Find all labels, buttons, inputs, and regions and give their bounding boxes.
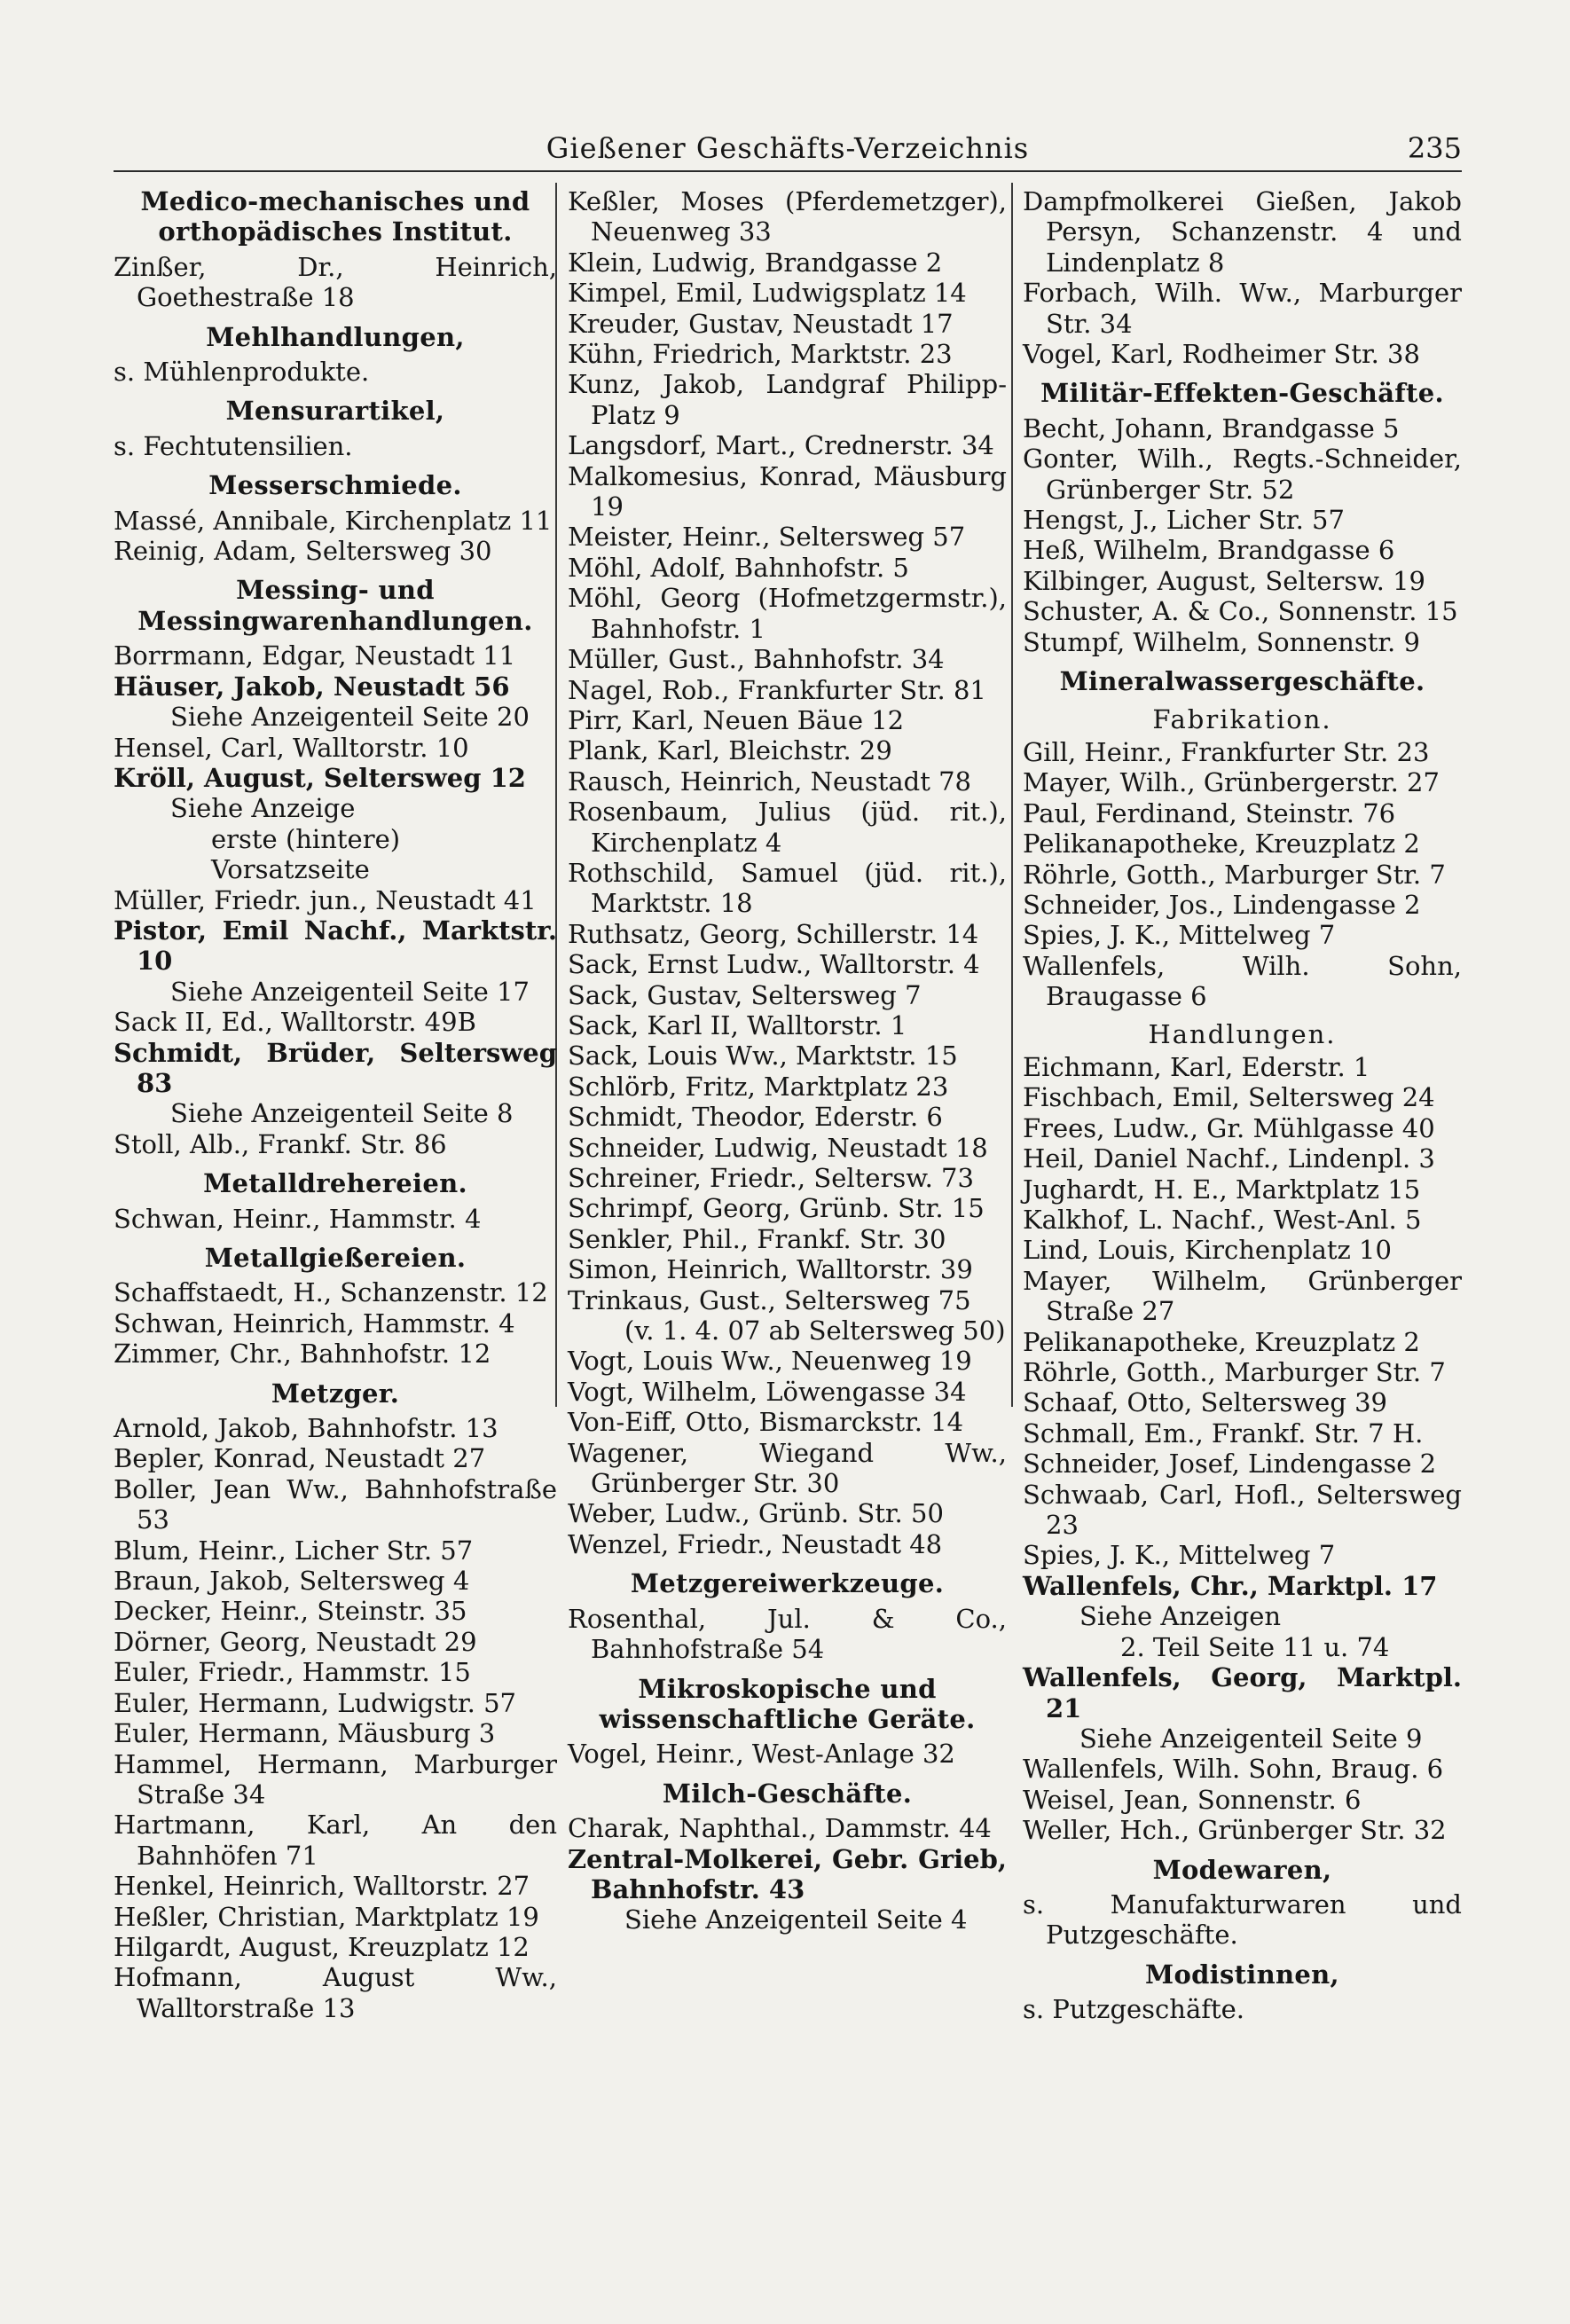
directory-entry: Trinkaus, Gust., Seltersweg 75: [568, 1284, 971, 1315]
section-heading: Medico-mechanisches und orthopädisches Institut.: [140, 186, 530, 247]
directory-entry-bold: Schmidt, Brüder, Seltersweg 83: [114, 1037, 557, 1098]
directory-entry: Kunz, Jakob, Landgraf Philipp-Platz 9: [568, 369, 1007, 430]
section-heading: Militär-Effekten-Geschäfte.: [1040, 378, 1444, 409]
directory-entry: Blum, Heinr., Licher Str. 57: [114, 1535, 474, 1566]
column-left: [114, 186, 557, 2023]
column-divider: [1011, 183, 1013, 1407]
directory-entry: Heß, Wilhelm, Brandgasse 6: [1023, 535, 1395, 566]
directory-entry: Schlörb, Fritz, Marktplatz 23: [568, 1071, 949, 1102]
directory-entry: Vogel, Karl, Rodheimer Str. 38: [1023, 339, 1420, 370]
directory-entry: Pelikanapotheke, Kreuzplatz 2: [1023, 828, 1420, 860]
directory-entry: Senkler, Phil., Frankf. Str. 30: [568, 1223, 946, 1254]
directory-entry: Vogel, Heinr., West-Anlage 32: [568, 1739, 955, 1770]
directory-entry: Kreuder, Gustav, Neustadt 17: [568, 308, 954, 339]
section-heading: Milch-Geschäfte.: [662, 1778, 913, 1809]
column-right: [1023, 186, 1462, 2025]
directory-entry-bold: Wallenfels, Chr., Marktpl. 17: [1023, 1570, 1438, 1601]
directory-entry: Sack, Ernst Ludw., Walltorstr. 4: [568, 949, 980, 980]
directory-entry: Forbach, Wilh. Ww., Marburger Str. 34: [1023, 278, 1462, 339]
directory-entry: Malkomesius, Konrad, Mäusburg 19: [568, 460, 1007, 522]
directory-entry: Kühn, Friedrich, Marktstr. 23: [568, 339, 953, 370]
directory-entry: Arnold, Jakob, Bahnhofstr. 13: [114, 1413, 498, 1444]
directory-entry: Sack, Karl II, Walltorstr. 1: [568, 1009, 907, 1040]
directory-entry: Ruthsatz, Georg, Schillerstr. 14: [568, 918, 979, 949]
directory-entry: Langsdorf, Mart., Crednerstr. 34: [568, 430, 994, 461]
directory-entry: Schmall, Em., Frankf. Str. 7 H.: [1023, 1417, 1424, 1449]
directory-entry: Von-Eiff, Otto, Bismarckstr. 14: [568, 1407, 964, 1438]
page-title: Gießener Geschäfts-Verzeichnis: [546, 131, 1030, 165]
directory-entry: Mayer, Wilh., Grünbergerstr. 27: [1023, 767, 1440, 798]
entry-note: Siehe Anzeigenteil Seite 17: [170, 976, 530, 1007]
directory-entry: Euler, Hermann, Ludwigstr. 57: [114, 1687, 517, 1718]
directory-entry: Jughardt, H. E., Marktplatz 15: [1023, 1174, 1421, 1205]
directory-entry: s. Putzgeschäfte.: [1023, 1994, 1245, 2025]
directory-entry-bold: Pistor, Emil Nachf., Marktstr. 10: [114, 915, 557, 977]
entry-note: Siehe Anzeige: [170, 793, 356, 824]
directory-entry: Schwan, Heinr., Hammstr. 4: [114, 1203, 482, 1234]
directory-entry: Hofmann, August Ww., Walltorstraße 13: [114, 1962, 557, 2023]
directory-entry: Pirr, Karl, Neuen Bäue 12: [568, 704, 905, 735]
directory-entry: Bepler, Konrad, Neustadt 27: [114, 1443, 486, 1474]
directory-entry: Hartmann, Karl, An den Bahnhöfen 71: [114, 1810, 557, 1871]
directory-entry: Zinßer, Dr., Heinrich, Goethestraße 18: [114, 251, 557, 313]
directory-entry: Spies, J. K., Mittelweg 7: [1023, 920, 1336, 951]
section-heading: Mikroskopische und wissenschaftliche Geräte.: [599, 1673, 976, 1734]
page-number: 235: [1407, 131, 1462, 165]
directory-entry: Rosenbaum, Julius (jüd. rit.), Kirchenplatz 4: [568, 797, 1007, 858]
directory-entry: Keßler, Moses (Pferdemetzger), Neuenweg 33: [568, 186, 1007, 247]
directory-entry: Schuster, A. & Co., Sonnenstr. 15: [1023, 596, 1458, 627]
directory-entry: Weller, Hch., Grünberger Str. 32: [1023, 1815, 1447, 1846]
directory-entry: Wenzel, Friedr., Neustadt 48: [568, 1528, 943, 1559]
section-heading: Mensurartikel,: [225, 396, 445, 427]
section-heading: Messerschmiede.: [208, 470, 462, 501]
directory-entry: Fischbach, Emil, Seltersweg 24: [1023, 1082, 1435, 1113]
running-head: [114, 131, 1462, 172]
directory-entry: Dörner, Georg, Neustadt 29: [114, 1626, 477, 1657]
directory-entry: Heil, Daniel Nachf., Lindenpl. 3: [1023, 1143, 1435, 1174]
entry-note: Siehe Anzeigenteil Seite 8: [170, 1098, 514, 1129]
entry-note: (v. 1. 4. 07 ab Seltersweg 50): [624, 1315, 1006, 1347]
directory-entry: Wallenfels, Wilh. Sohn, Braug. 6: [1023, 1754, 1444, 1785]
directory-entry: Schwaab, Carl, Hofl., Seltersweg 23: [1023, 1479, 1462, 1541]
directory-entry: Stumpf, Wilhelm, Sonnenstr. 9: [1023, 626, 1420, 657]
directory-entry: Rothschild, Samuel (jüd. rit.), Marktstr. 18: [568, 857, 1007, 919]
directory-entry: Müller, Gust., Bahnhofstr. 34: [568, 644, 945, 675]
directory-entry: Boller, Jean Ww., Bahnhofstraße 53: [114, 1473, 557, 1535]
directory-entry: Reinig, Adam, Seltersweg 30: [114, 536, 492, 567]
directory-entry: Euler, Hermann, Mäusburg 3: [114, 1718, 496, 1749]
section-heading: Mehlhandlungen,: [206, 321, 465, 352]
directory-entry: Stoll, Alb., Frankf. Str. 86: [114, 1128, 447, 1159]
entry-note: 2. Teil Seite 11 u. 74: [1120, 1631, 1390, 1662]
directory-entry: Sack, Louis Ww., Marktstr. 15: [568, 1040, 958, 1072]
entry-note: Siehe Anzeigenteil Seite 20: [170, 702, 530, 733]
directory-entry: Plank, Karl, Bleichstr. 29: [568, 735, 892, 766]
section-heading: Modewaren,: [1152, 1854, 1332, 1885]
section-heading: Metallgießereien.: [204, 1243, 467, 1273]
section-heading: Metzgereiwerkzeuge.: [630, 1568, 945, 1599]
directory-entry: Röhrle, Gotth., Marburger Str. 7: [1023, 1357, 1446, 1388]
entry-note: Siehe Anzeigen: [1079, 1601, 1282, 1632]
directory-entry: Rausch, Heinrich, Neustadt 78: [568, 766, 971, 797]
directory-entry: Kimpel, Emil, Ludwigsplatz 14: [568, 278, 967, 309]
directory-entry: Simon, Heinrich, Walltorstr. 39: [568, 1254, 973, 1285]
section-heading: Metalldrehereien.: [203, 1168, 467, 1199]
directory-entry: Lind, Louis, Kirchenplatz 10: [1023, 1235, 1392, 1266]
directory-entry: Borrmann, Edgar, Neustadt 11: [114, 640, 516, 671]
directory-entry: Vogt, Wilhelm, Löwengasse 34: [568, 1376, 967, 1407]
directory-entry: Spies, J. K., Mittelweg 7: [1023, 1540, 1336, 1571]
directory-entry: Mayer, Wilhelm, Grünberger Straße 27: [1023, 1265, 1462, 1327]
directory-entry: Pelikanapotheke, Kreuzplatz 2: [1023, 1326, 1420, 1357]
directory-entry: Nagel, Rob., Frankfurter Str. 81: [568, 674, 986, 705]
directory-entry: Müller, Friedr. jun., Neustadt 41: [114, 884, 537, 915]
directory-entry: Schaffstaedt, H., Schanzenstr. 12: [114, 1277, 548, 1308]
directory-entry: Schreiner, Friedr., Seltersw. 73: [568, 1163, 974, 1193]
directory-entry: Kilbinger, August, Seltersw. 19: [1023, 565, 1425, 596]
directory-entry: Hilgardt, August, Kreuzplatz 12: [114, 1931, 530, 1962]
directory-entry: Schwan, Heinrich, Hammstr. 4: [114, 1307, 515, 1339]
directory-entry: Weisel, Jean, Sonnenstr. 6: [1023, 1784, 1362, 1815]
directory-entry-bold: Häuser, Jakob, Neustadt 56: [114, 671, 510, 702]
directory-entry: Schaaf, Otto, Seltersweg 39: [1023, 1387, 1388, 1418]
directory-entry: Dampfmolkerei Gießen, Jakob Persyn, Schanzenstr. 4 und Lindenplatz 8: [1023, 186, 1462, 278]
directory-entry: Euler, Friedr., Hammstr. 15: [114, 1657, 471, 1688]
directory-entry: Charak, Naphthal., Dammstr. 44: [568, 1813, 992, 1844]
directory-entry: s. Manufakturwaren und Putzgeschäfte.: [1023, 1888, 1462, 1951]
section-heading: Metzger.: [271, 1378, 400, 1409]
subsection-heading: Fabrikation.: [1152, 703, 1332, 734]
directory-entry: Eichmann, Karl, Ederstr. 1: [1023, 1051, 1370, 1082]
directory-entry: Schmidt, Theodor, Ederstr. 6: [568, 1102, 943, 1133]
directory-entry: Gonter, Wilh., Regts.-Schneider, Grünberger Str. 52: [1023, 444, 1462, 505]
directory-entry-bold: Wallenfels, Georg, Marktpl. 21: [1023, 1662, 1462, 1723]
directory-entry: s. Fechtutensilien.: [114, 430, 353, 461]
directory-entry: Wagener, Wiegand Ww., Grünberger Str. 30: [568, 1437, 1007, 1499]
directory-entry: Heßler, Christian, Marktplatz 19: [114, 1901, 539, 1932]
directory-entry: Hensel, Carl, Walltorstr. 10: [114, 732, 469, 763]
directory-entry: Schneider, Josef, Lindengasse 2: [1023, 1449, 1437, 1480]
directory-entry: Henkel, Heinrich, Walltorstr. 27: [114, 1871, 530, 1902]
directory-entry: Röhrle, Gotth., Marburger Str. 7: [1023, 859, 1446, 890]
directory-entry: Wallenfels, Wilh. Sohn, Braugasse 6: [1023, 950, 1462, 1012]
section-heading: Messing- und Messingwarenhandlungen.: [137, 575, 533, 636]
directory-entry: Weber, Ludw., Grünb. Str. 50: [568, 1498, 944, 1529]
directory-entry: Hammel, Hermann, Marburger Straße 34: [114, 1748, 557, 1810]
directory-entry: s. Mühlenprodukte.: [114, 357, 370, 388]
entry-note: Siehe Anzeigenteil Seite 4: [624, 1904, 968, 1935]
directory-entry: Möhl, Georg (Hofmetzgermstr.), Bahnhofstr. 1: [568, 583, 1007, 644]
directory-entry: Klein, Ludwig, Brandgasse 2: [568, 247, 943, 278]
directory-entry: Paul, Ferdinand, Steinstr. 76: [1023, 797, 1396, 828]
directory-entry: Hengst, J., Licher Str. 57: [1023, 505, 1345, 536]
directory-entry: Meister, Heinr., Seltersweg 57: [568, 522, 966, 553]
entry-note: Siehe Anzeigenteil Seite 9: [1079, 1723, 1423, 1754]
directory-entry: Schneider, Jos., Lindengasse 2: [1023, 889, 1421, 920]
section-heading: Mineralwassergeschäfte.: [1059, 666, 1425, 697]
directory-entry: Frees, Ludw., Gr. Mühlgasse 40: [1023, 1112, 1435, 1143]
entry-note: erste (hintere) Vorsatzseite: [211, 823, 401, 885]
column-middle: [568, 186, 1007, 1935]
directory-entry: Massé, Annibale, Kirchenplatz 11: [114, 505, 553, 536]
directory-entry: Zimmer, Chr., Bahnhofstr. 12: [114, 1339, 491, 1370]
directory-entry-bold: Kröll, August, Seltersweg 12: [114, 762, 526, 793]
directory-entry: Gill, Heinr., Frankfurter Str. 23: [1023, 736, 1430, 767]
directory-entry: Schneider, Ludwig, Neustadt 18: [568, 1132, 988, 1163]
directory-entry: Schrimpf, Georg, Grünb. Str. 15: [568, 1193, 985, 1224]
directory-entry: Sack, Gustav, Seltersweg 7: [568, 979, 922, 1010]
directory-entry: Rosenthal, Jul. & Co., Bahnhofstraße 54: [568, 1603, 1007, 1665]
directory-entry: Möhl, Adolf, Bahnhofstr. 5: [568, 552, 909, 583]
directory-entry: Decker, Heinr., Steinstr. 35: [114, 1596, 467, 1627]
section-heading: Modistinnen,: [1145, 1959, 1339, 1990]
subsection-heading: Handlungen.: [1148, 1018, 1337, 1049]
directory-entry: Braun, Jakob, Seltersweg 4: [114, 1566, 470, 1597]
directory-entry: Sack II, Ed., Walltorstr. 49B: [114, 1007, 476, 1038]
directory-entry-bold: Zentral-Molkerei, Gebr. Grieb, Bahnhofstr. 43: [568, 1843, 1007, 1904]
directory-entry: Kalkhof, L. Nachf., West-Anl. 5: [1023, 1205, 1422, 1235]
directory-entry: Becht, Johann, Brandgasse 5: [1023, 412, 1400, 444]
directory-entry: Vogt, Louis Ww., Neuenweg 19: [568, 1346, 972, 1377]
